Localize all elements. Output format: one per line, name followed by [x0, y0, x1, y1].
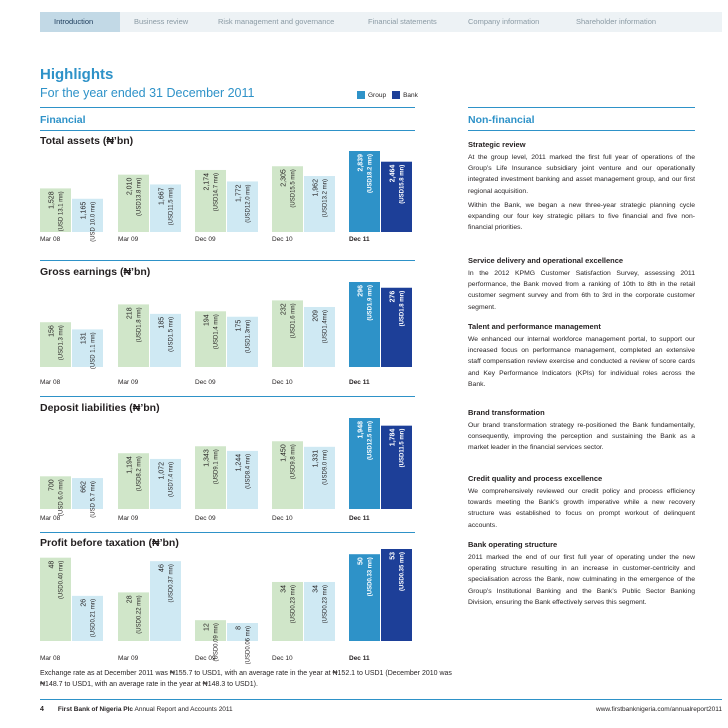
nav-tab-company-information[interactable]: Company information	[468, 17, 540, 26]
x-tick-label: Mar 09	[118, 515, 139, 522]
bar-value-label: 2,464	[389, 164, 397, 183]
bar-usd-label: (USD1.8 mn)	[136, 307, 143, 343]
bar-group	[195, 446, 226, 509]
divider	[40, 260, 415, 261]
bar-usd-label: (USD 1.1 mn)	[90, 332, 97, 370]
nf-operating-structure	[468, 540, 695, 608]
bar-group	[118, 175, 149, 232]
page-footer	[40, 706, 233, 713]
nf-paragraph: Within the Bank, we began a new three-year strategic planning cycle expanding our four key strategic pillars to five financial and five non-financial priorities.	[468, 201, 695, 232]
bar-usd-label: (USD0.37 mn)	[168, 564, 175, 603]
x-tick-label: Dec 11	[349, 515, 370, 522]
x-tick-label: Mar 08	[40, 515, 61, 522]
bar-value-label: 1,784	[389, 428, 397, 447]
nf-heading: Bank operating structure	[468, 540, 558, 549]
bar-value-label: 53	[389, 552, 397, 560]
bar-value-label: 296	[357, 285, 365, 297]
chart-profit-before-tax	[40, 546, 415, 665]
bar-usd-label: (USD11.5 mn)	[399, 428, 406, 468]
bar-usd-label: (USD1.3 mn)	[58, 325, 65, 361]
bar-bank	[72, 596, 103, 641]
nf-service-delivery	[468, 256, 695, 313]
bar-value-label: 1,948	[357, 421, 365, 439]
bar-value-label: 2,174	[203, 172, 211, 191]
x-axis-labels	[40, 236, 415, 246]
bar-usd-label: (USD1.8 mn)	[399, 290, 406, 327]
chart-deposit-liabilities	[40, 415, 415, 522]
bar-usd-label: (USD15.8 mn)	[399, 164, 406, 204]
nf-brand-transformation	[468, 408, 695, 454]
bar-usd-label: (USD 10.0 mn)	[90, 201, 97, 242]
divider	[40, 107, 415, 108]
bar-usd-label: (USD0.23 mn)	[322, 584, 329, 624]
x-tick-label: Mar 08	[40, 379, 61, 386]
bar-value-label: 1,194	[126, 456, 134, 474]
nf-credit-quality	[468, 474, 695, 531]
divider	[40, 130, 415, 131]
bar-bank	[227, 623, 258, 641]
bar-value-label: 1,772	[235, 184, 243, 202]
nf-heading: Strategic review	[468, 140, 526, 149]
bar-group	[349, 554, 380, 641]
bar-value-label: 1,165	[80, 201, 88, 220]
section-heading-non-financial: Non-financial	[468, 114, 535, 126]
bar-value-label: 131	[80, 332, 88, 345]
bar-bank	[381, 288, 412, 367]
bar-value-label: 12	[203, 623, 211, 631]
x-tick-label: Dec 10	[272, 236, 293, 243]
chart-total-assets	[40, 148, 415, 248]
bar-usd-label: (USD8.2 mn)	[136, 456, 143, 492]
nf-paragraph: We enhanced our internal workforce management portal, to support our increased focus on performance management, completed an extensive staff compensation review exercise and conducted a review of score cards and Key Performance Indicators (KPIs) for individual roles across the Bank.	[468, 336, 695, 388]
section-heading-financial: Financial	[40, 114, 86, 126]
report-name: Annual Report and Accounts 2011	[133, 706, 233, 713]
bar-value-label: 156	[48, 325, 56, 337]
x-tick-label: Dec 09	[195, 236, 216, 243]
nf-heading: Talent and performance management	[468, 322, 601, 331]
x-tick-label: Dec 10	[272, 655, 293, 662]
bar-group	[272, 441, 303, 509]
chart-title-deposit-liabilities: Deposit liabilities (₦’bn)	[40, 402, 160, 414]
legend-swatch-group	[357, 91, 365, 99]
x-tick-label: Dec 09	[195, 515, 216, 522]
bar-value-label: 1,072	[158, 461, 166, 480]
bar-value-label: 34	[280, 584, 288, 593]
nf-paragraph: In the 2012 KPMG Customer Satisfaction Survey, assessing 2011 performance, the Bank moved from a ranking of 10th to 8th in the retail customer segment survey and from 6th to 3rd in the corporate customer segment.	[468, 270, 695, 311]
nf-heading: Service delivery and operational excellence	[468, 256, 624, 265]
bar-value-label: 2,305	[280, 169, 288, 187]
bar-group	[118, 304, 149, 367]
footer-url-link[interactable]: www.firstbanknigeria.com/annualreport2011	[596, 706, 722, 713]
bar-usd-label: (USD11.5 mn)	[168, 187, 175, 226]
x-tick-label: Dec 11	[349, 236, 370, 243]
bar-value-label: 48	[48, 560, 56, 569]
bar-usd-label: (USD8.4 mn)	[245, 453, 252, 489]
bar-bank	[227, 181, 258, 232]
bar-usd-label: (USD18.2 mn)	[367, 154, 374, 194]
bar-usd-label: (USD 13.1 mn)	[58, 191, 65, 232]
divider	[40, 396, 415, 397]
bar-value-label: 185	[158, 316, 166, 329]
bar-value-label: 232	[280, 303, 288, 316]
bar-value-label: 1,667	[158, 187, 166, 205]
nav-tab-introduction[interactable]: Introduction	[40, 12, 120, 32]
bar-bank	[150, 314, 181, 367]
page-number: 4	[40, 706, 44, 713]
bar-group	[40, 188, 71, 232]
x-tick-label: Mar 09	[118, 236, 139, 243]
bar-group	[195, 620, 226, 641]
x-tick-label: Dec 10	[272, 379, 293, 386]
bar-usd-label: (USD13.8 mn)	[136, 177, 143, 216]
bar-value-label: 209	[312, 309, 320, 322]
bar-usd-label: (USD9.8 mn)	[290, 444, 297, 480]
bar-usd-label: (USD9.1 mn)	[213, 449, 220, 485]
x-axis-labels	[40, 655, 415, 665]
nav-tab-business-review[interactable]: Business review	[134, 17, 189, 26]
bar-usd-label: (USD0.06 mn)	[245, 626, 252, 665]
nf-heading: Credit quality and process excellence	[468, 474, 603, 483]
bar-bank	[304, 447, 335, 509]
nf-heading: Brand transformation	[468, 408, 545, 417]
bar-bank	[72, 199, 103, 232]
bar-usd-label: (USD1.4mn)	[322, 309, 329, 344]
chart-title-gross-earnings: Gross earnings (₦’bn)	[40, 266, 151, 278]
x-tick-label: Dec 11	[349, 655, 370, 662]
bar-value-label: 1,331	[312, 449, 320, 468]
bar-usd-label: (USD0.22 mn)	[136, 595, 143, 634]
bar-value-label: 2,839	[357, 154, 365, 172]
chart-legend	[357, 91, 424, 99]
x-axis-labels	[40, 515, 415, 525]
bar-usd-label: (USD 6.0 mn)	[58, 479, 65, 516]
bar-bank	[72, 478, 103, 509]
nf-paragraph: At the group level, 2011 marked the first full year of operations of the Group’s Life Insurance subsidiary joint venture and our operationally integrated investment banking and asset management group, and our first regional acquisition.	[468, 154, 695, 195]
bar-usd-label: (USD14.7 mn)	[213, 172, 220, 212]
chart-plot	[40, 415, 415, 518]
bar-usd-label: (USD0.21 mn)	[90, 598, 97, 638]
nf-paragraph: 2011 marked the end of our first full year of operating under the new operating structure resulting in an increase in customer-centricity and specialisation across the Bank, now culminating in the emergence of the Group’s Institutional Banking and the Bank’s Public Sector Banking Division, ensuring the Bank effectively serves this segment.	[468, 554, 695, 606]
divider	[468, 130, 695, 131]
x-tick-label: Mar 09	[118, 655, 139, 662]
nf-paragraph: We comprehensively reviewed our credit policy and process efficiency towards meeting the Bank’s growth imperative while a new recovery structure was established to focus on prompt workout of delinquent accounts.	[468, 488, 695, 529]
bar-bank	[150, 184, 181, 232]
nf-strategic-review	[468, 140, 695, 233]
bar-usd-label: (USD1.6 mn)	[290, 303, 297, 339]
bar-value-label: 700	[48, 479, 56, 491]
bar-usd-label: (USD 5.7 mn)	[90, 481, 97, 518]
legend-swatch-bank	[392, 91, 400, 99]
top-navigation	[40, 12, 722, 32]
bar-usd-label: (USD1.4 mn)	[213, 314, 220, 350]
bar-bank	[381, 549, 412, 641]
x-tick-label: Dec 09	[195, 379, 216, 386]
bar-group	[349, 151, 380, 232]
bar-bank	[304, 307, 335, 367]
bar-value-label: 276	[389, 290, 397, 303]
bar-usd-label: (USD1.3mn)	[245, 319, 252, 354]
bar-group	[272, 300, 303, 367]
nav-tab-financial-statements[interactable]: Financial statements	[368, 17, 437, 26]
bar-value-label: 8	[235, 626, 243, 630]
bar-value-label: 1,528	[48, 191, 56, 209]
bar-group	[195, 170, 226, 232]
bar-usd-label: (USD0.23 mn)	[290, 584, 297, 624]
nf-paragraph: Our brand transformation strategy re-positioned the Bank fundamentally, consequently, improving the perception and sustaining the Bank as a market leader in the financial services sector.	[468, 422, 695, 452]
chart-plot	[40, 279, 415, 370]
bar-bank	[150, 459, 181, 509]
bar-bank	[150, 561, 181, 641]
legend-label-bank: Bank	[403, 91, 418, 99]
chart-title-profit-before-tax: Profit before taxation (₦’bn)	[40, 537, 179, 549]
bar-usd-label: (USD12.0 mn)	[245, 184, 252, 223]
bar-value-label: 46	[158, 564, 166, 572]
bar-usd-label: (USD0.09 mn)	[213, 623, 220, 662]
bar-bank	[304, 582, 335, 641]
bar-group	[195, 311, 226, 367]
page-title: Highlights	[40, 66, 114, 83]
bar-usd-label: (USD0.40 mn)	[58, 560, 65, 600]
page-subtitle: For the year ended 31 December 2011	[40, 86, 255, 100]
x-tick-label: Dec 11	[349, 379, 370, 386]
bar-group	[272, 582, 303, 641]
bar-value-label: 1,244	[235, 453, 243, 472]
bar-value-label: 1,962	[312, 179, 320, 197]
bar-bank	[227, 451, 258, 509]
bar-bank	[227, 317, 258, 367]
bar-usd-label: (USD0.35 mn)	[399, 552, 406, 592]
bar-usd-label: (USD12.5 mn)	[367, 421, 374, 461]
bar-usd-label: (USD9.0 mn)	[322, 449, 329, 485]
nav-tab-risk-management[interactable]: Risk management and governance	[218, 17, 335, 26]
bar-group	[118, 592, 149, 641]
bar-group	[40, 322, 71, 367]
bar-bank	[304, 176, 335, 232]
bar-usd-label: (USD15.5 mn)	[290, 169, 297, 208]
bar-value-label: 28	[126, 595, 134, 604]
bar-group	[349, 418, 380, 509]
bar-bank	[72, 329, 103, 370]
bar-value-label: 2,010	[126, 177, 134, 196]
nf-talent-management	[468, 322, 695, 390]
bar-usd-label: (USD7.4 mn)	[168, 461, 175, 497]
bar-group	[40, 558, 71, 641]
bar-bank	[381, 162, 412, 232]
bar-value-label: 34	[312, 584, 320, 593]
nav-tab-shareholder-information[interactable]: Shareholder information	[576, 17, 657, 26]
legend-label-group: Group	[368, 91, 387, 99]
bar-group	[272, 166, 303, 232]
bar-value-label: 194	[203, 314, 211, 326]
bar-bank	[381, 426, 412, 509]
bar-usd-label: (USD1.9 mn)	[367, 285, 374, 321]
x-tick-label: Mar 09	[118, 379, 139, 386]
exchange-rate-footnote: Exchange rate as at December 2011 was ₦155.7 to USD1, with an average rate in the year at ₦152.1 to USD1 (December 2010 was ₦148.7 to USD1, with an average rate in the year at ₦148.3 to USD1).	[40, 670, 452, 688]
divider	[40, 532, 415, 533]
bar-value-label: 1,450	[280, 444, 288, 462]
bar-group	[40, 476, 71, 509]
x-tick-label: Dec 10	[272, 515, 293, 522]
bar-value-label: 50	[357, 557, 365, 566]
x-tick-label: Mar 08	[40, 655, 61, 662]
bar-value-label: 175	[235, 319, 243, 332]
footer-divider	[40, 699, 722, 700]
chart-title-total-assets: Total assets (₦’bn)	[40, 135, 134, 147]
bar-value-label: 662	[80, 481, 88, 493]
bar-group	[349, 282, 380, 367]
x-axis-labels	[40, 379, 415, 389]
bar-usd-label: (USD13.2 mn)	[322, 179, 329, 218]
chart-gross-earnings	[40, 279, 415, 386]
bar-value-label: 1,343	[203, 449, 211, 467]
bar-usd-label: (USD1.5 mn)	[168, 316, 175, 352]
x-tick-label: Mar 08	[40, 236, 61, 243]
x-tick-label: Dec 09	[195, 655, 216, 662]
divider	[468, 107, 695, 108]
bar-usd-label: (USD0.33 mn)	[367, 557, 374, 597]
company-name: First Bank of Nigeria Plc	[57, 706, 134, 713]
bar-group	[118, 453, 149, 509]
bar-value-label: 218	[126, 307, 134, 320]
bar-value-label: 26	[80, 598, 88, 607]
